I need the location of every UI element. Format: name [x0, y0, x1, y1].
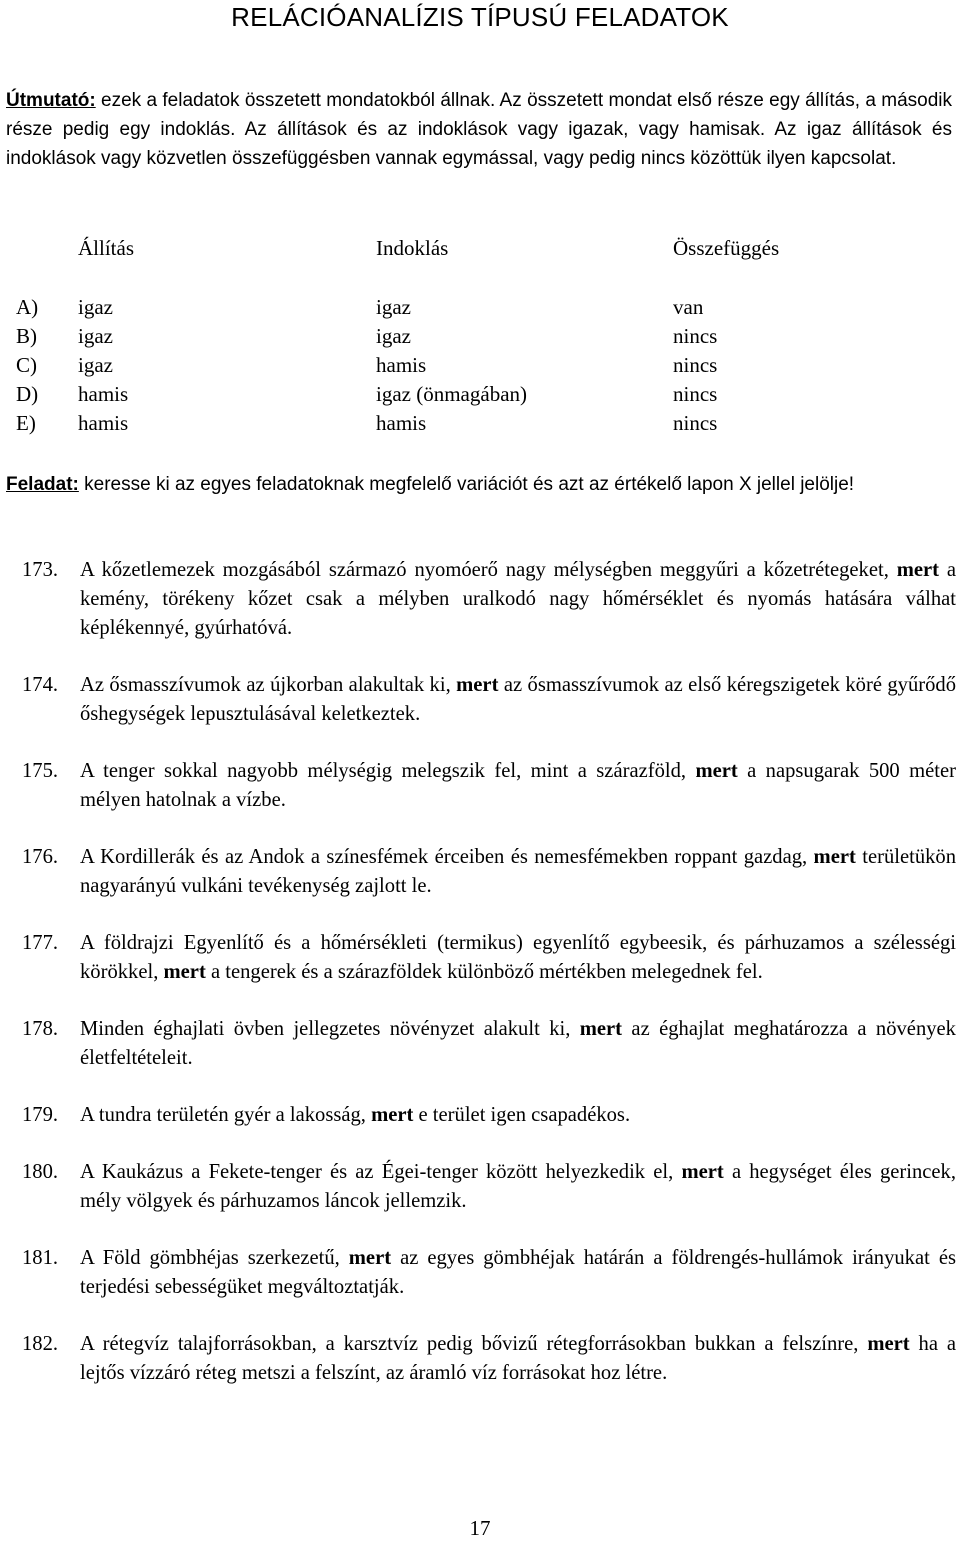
cell-indoklas: igaz — [376, 324, 411, 348]
cell-allitas: igaz — [78, 353, 113, 377]
question-item — [22, 843, 956, 901]
question-item — [22, 929, 956, 987]
question-item — [22, 757, 956, 815]
cell-allitas: igaz — [78, 324, 113, 348]
page-number: 17 — [469, 1516, 491, 1540]
question-number: 173. — [22, 559, 59, 581]
cell-allitas: hamis — [78, 411, 129, 435]
row-letter: E) — [16, 411, 36, 435]
question-item — [22, 1330, 956, 1388]
question-statement: A tundra területén gyér a lakosság, — [80, 1104, 372, 1126]
question-statement: A kőzetlemezek mozgásából származó nyomóerő nagy mélységben meggyűri a kőzetrétegeket, — [80, 559, 897, 581]
question-number: 178. — [22, 1018, 59, 1040]
header-allitas: Állítás — [78, 236, 134, 260]
conjunction-mert: mert — [456, 674, 499, 696]
conjunction-mert: mert — [813, 846, 856, 868]
question-reason: a hegységet éles gerincek, mély völgyek és párhuzamos láncok jellemzik. — [80, 1161, 956, 1212]
question-statement: A Föld gömbhéjas szerkezetű, — [80, 1247, 349, 1269]
question-reason: e terület igen csapadékos. — [413, 1104, 631, 1126]
question-statement: A Kordillerák és az Andok a színesfémek érceiben és nemesfémekben roppant gazdag, — [80, 846, 814, 868]
question-reason: ha a lejtős vízzáró réteg metszi a felszínt, az áramló víz forrásokat hoz létre. — [80, 1333, 956, 1384]
question-reason: a napsugarak 500 méter mélyen hatolnak a vízbe. — [80, 760, 956, 811]
task-text: keresse ki az egyes feladatoknak megfelelő variációt és azt az értékelő lapon X jellel jelölje! — [78, 474, 855, 495]
question-number: 176. — [22, 846, 59, 868]
conjunction-mert: mert — [348, 1247, 392, 1269]
header-indoklas: Indoklás — [376, 236, 449, 260]
question-number: 179. — [22, 1104, 59, 1126]
page-title: RELÁCIÓANALÍZIS TÍPUSÚ FELADATOK — [231, 2, 729, 32]
question-reason: az ősmasszívumok az első kéregszigetek köré gyűrődő őshegységek lepusztulásával keletkeztek. — [80, 674, 956, 725]
task-paragraph — [6, 469, 952, 500]
cell-osszefugges: nincs — [673, 411, 718, 435]
question-item — [22, 1158, 956, 1216]
conjunction-mert: mert — [681, 1161, 724, 1183]
conjunction-mert: mert — [896, 559, 939, 581]
question-statement: A földrajzi Egyenlítő és a hőmérsékleti (termikus) egyenlítő egybeesik, és párhuzamos a szélességi körökkel, — [80, 932, 956, 983]
instructions-paragraph — [6, 86, 952, 173]
question-item — [22, 1015, 956, 1073]
cell-osszefugges: nincs — [673, 324, 718, 348]
question-reason: a tengerek és a szárazföldek különböző mértékben melegednek fel. — [205, 961, 763, 983]
answer-key-table — [16, 236, 916, 440]
cell-allitas: hamis — [78, 382, 129, 406]
conjunction-mert: mert — [163, 961, 206, 983]
instructions-text: ezek a feladatok összetett mondatokból állnak. Az összetett mondat első része egy állítás, a második része pedig egy indoklás. Az állítások és az indoklások vagy igazak, vagy hamisak. Az igaz állítások és indoklások vagy közvetlen összefüggésben vannak egymással, vagy pedig nincs közöttük ilyen kapcsolat. — [6, 90, 952, 169]
question-statement: A rétegvíz talajforrásokban, a karsztvíz pedig bővizű rétegforrásokban bukkan a felszínre, — [80, 1333, 868, 1355]
question-reason: területükön nagyarányú vulkáni tevékenység zajlott le. — [80, 846, 957, 897]
conjunction-mert: mert — [371, 1104, 414, 1126]
cell-osszefugges: van — [673, 295, 704, 319]
question-reason: az egyes gömbhéjak határán a földrengés-hullámok irányukat és terjedési sebességüket megváltoztatják. — [80, 1247, 957, 1298]
table-row — [16, 382, 916, 411]
question-number: 175. — [22, 760, 59, 782]
question-item — [22, 1244, 956, 1302]
conjunction-mert: mert — [867, 1333, 910, 1355]
conjunction-mert: mert — [695, 760, 738, 782]
question-reason: az éghajlat meghatározza a növények életfeltételeit. — [80, 1018, 956, 1069]
question-statement: A tenger sokkal nagyobb mélységig melegszik fel, mint a szárazföld, — [80, 760, 696, 782]
question-reason: a kemény, törékeny kőzet csak a mélyben uralkodó nagy hőmérséklet és nyomás hatására válhat képlékennyé, gyúrhatóvá. — [80, 559, 956, 639]
cell-osszefugges: nincs — [673, 382, 718, 406]
question-list — [22, 556, 956, 1388]
conjunction-mert: mert — [579, 1018, 623, 1040]
question-statement: Minden éghajlati övben jellegzetes növényzet alakult ki, — [80, 1018, 580, 1040]
question-number: 182. — [22, 1333, 59, 1355]
cell-allitas: igaz — [78, 295, 113, 319]
cell-osszefugges: nincs — [673, 353, 718, 377]
row-letter: C) — [16, 353, 37, 377]
table-row — [16, 353, 916, 382]
question-item — [22, 671, 956, 729]
table-row — [16, 411, 916, 440]
row-letter: B) — [16, 324, 37, 348]
cell-indoklas: igaz (önmagában) — [376, 382, 528, 406]
table-row — [16, 324, 916, 353]
row-letter: D) — [16, 382, 39, 406]
question-number: 177. — [22, 932, 59, 954]
question-item — [22, 556, 956, 643]
row-letter: A) — [16, 295, 39, 319]
header-osszefugges: Összefüggés — [673, 236, 780, 260]
table-row — [16, 295, 916, 324]
question-item — [22, 1101, 956, 1130]
table-header-row — [16, 236, 916, 295]
cell-indoklas: igaz — [376, 295, 411, 319]
cell-indoklas: hamis — [376, 353, 427, 377]
question-number: 181. — [22, 1247, 59, 1269]
question-statement: Az ősmasszívumok az újkorban alakultak ki, — [80, 674, 457, 696]
question-number: 174. — [22, 674, 59, 696]
question-statement: A Kaukázus a Fekete-tenger és az Égei-tenger között helyezkedik el, — [80, 1161, 682, 1183]
instructions-label: Útmutató: — [6, 90, 96, 111]
cell-indoklas: hamis — [376, 411, 427, 435]
question-number: 180. — [22, 1161, 59, 1183]
task-label: Feladat: — [6, 474, 79, 495]
